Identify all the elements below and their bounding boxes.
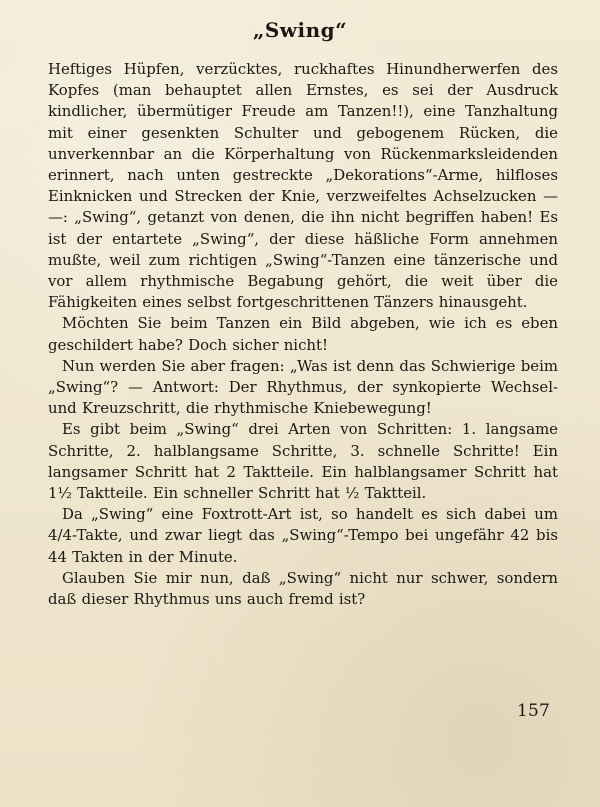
paragraph-4: Es gibt beim „Swing“ drei Arten von Schritten: 1. langsame Schritte, 2. halblangsame Schritte, 3. schnelle Schritte! Ein langsamer Schritt hat 2 Taktteile. Ein halblangsamer Schritt hat 1½ Taktteile. Ein schneller Schritt hat ½ Taktteil. — [48, 420, 558, 503]
page-title: „Swing“ — [252, 18, 348, 42]
paragraph-5: Da „Swing“ eine Foxtrott-Art ist, so handelt es sich dabei um 4/4-Takte, und zwar liegt das „Swing“-Tempo bei ungefähr 42 bis 44 Takten in der Minute. — [48, 505, 558, 566]
paragraph-2: Möchten Sie beim Tanzen ein Bild abgeben, wie ich es eben geschildert habe? Doch sicher nicht! — [48, 314, 558, 354]
body-text — [48, 59, 558, 610]
paragraph-1: Heftiges Hüpfen, verzücktes, ruckhaftes Hinundherwerfen des Kopfes (man behauptet allen Ernstes, es sei der Ausdruck kindlicher, übermütiger Freude am Tanzen!!), eine Tanzhaltung mit einer gesenkten Schulter und gebogenem Rücken, die unverkennbar an die Körperhaltung von Rückenmarksleidenden erinnert, nach unten gestreckte „Dekorations“-Arme, hilfloses Einknicken und Strecken der Knie, verzweifeltes Achselzucken — —: „Swing“, getanzt von denen, die ihn nicht begriffen haben! Es ist der entartete „Swing“, der diese häßliche Form annehmen mußte, weil zum richtigen „Swing“-Tanzen eine tänzerische und vor allem rhythmische Begabung gehört, die weit über die Fähigkeiten eines selbst fortgeschrittenen Tänzers hinausgeht. — [48, 60, 558, 312]
paragraph-3: Nun werden Sie aber fragen: „Was ist denn das Schwierige beim „Swing“? — Antwort: Der Rhythmus, der synkopierte Wechsel- und Kreuzschritt, die rhythmische Kniebewegung! — [48, 356, 558, 418]
page-number: 157 — [516, 701, 550, 721]
paragraph-6: Glauben Sie mir nun, daß „Swing“ nicht nur schwer, sondern daß dieser Rhythmus uns auch fremd ist? — [48, 568, 558, 609]
